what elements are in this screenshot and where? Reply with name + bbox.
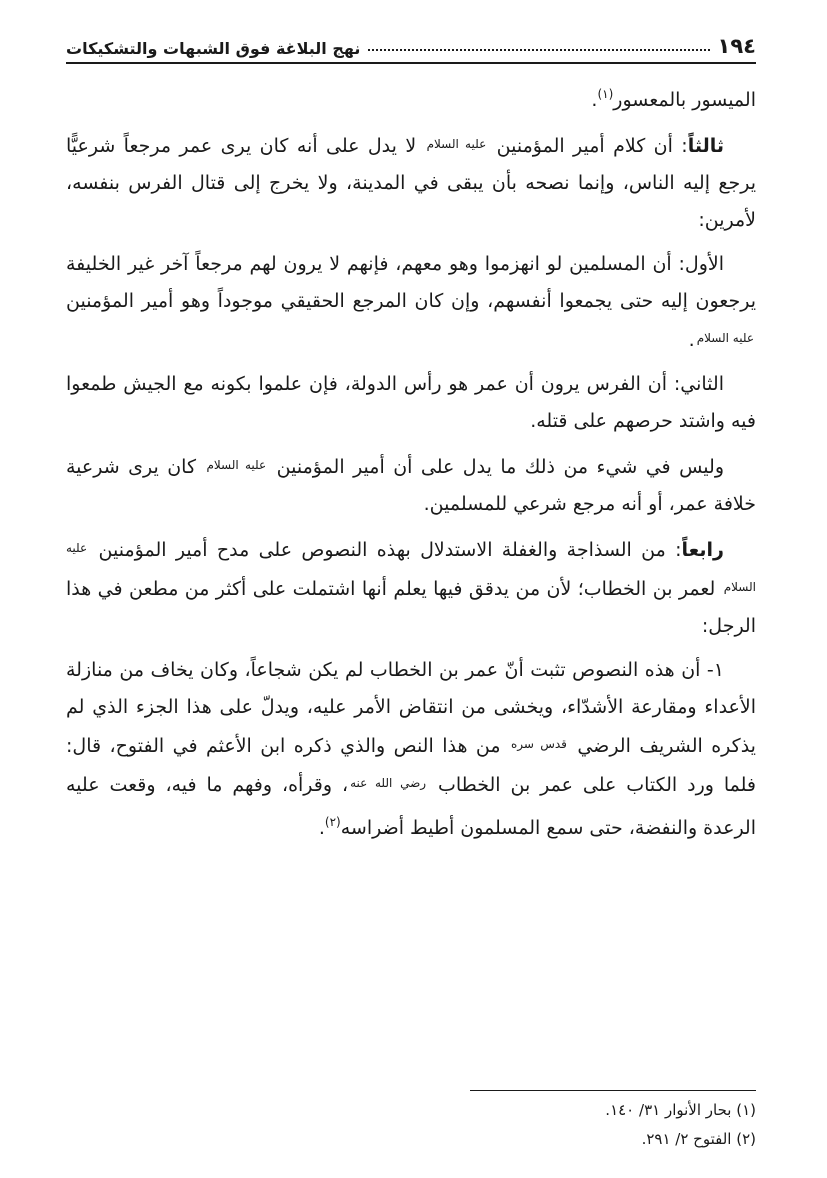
lead-word-thirdly: ثالثاً: [687, 135, 724, 157]
paragraph-text: كان يرى شرعية خلافة عمر، أو أنه مرجع شرعي للمسلمين.: [66, 456, 756, 515]
paragraph-text: لعمر بن الخطاب؛ لأن من يدقق فيها يعلم أنها اشتملت على أكثر من مطعن في هذا الرجل:: [66, 578, 756, 637]
paragraph-text: الثاني: أن الفرس يرون أن عمر هو رأس الدولة، فإن علموا بكونه مع الجيش طمعوا فيه واشتد حرصهم على قتله.: [66, 373, 756, 432]
paragraph-text: وليس في شيء من ذلك ما يدل على أن أمير المؤمنين: [276, 456, 724, 478]
paragraph-6: [66, 530, 756, 645]
paragraph-1: [66, 76, 756, 119]
running-header: [66, 26, 756, 64]
footnote-separator: [470, 1090, 756, 1091]
paragraph-end: .: [591, 89, 598, 111]
paragraph-text: ١- أن هذه النصوص تثبت أنّ عمر بن الخطاب لم يكن شجاعاً، وكان يخاف من منازلة الأعداء ومقارعة الأشدّاء، ويخشى من انتقاض الأمر عليه، ويدلّ على هذا الجزء الذي لم يذكره الشريف الرضي: [66, 659, 756, 757]
page-number: ١٩٤: [717, 34, 756, 58]
paragraph-text: الأول: أن المسلمين لو انهزموا وهو معهم، فإنهم لا يرون لهم مرجعاً آخر غير الخليفة يرجعون إليه حتى يجمعوا أنفسهم، وإن كان المرجع الحقيقي موجوداً وهو أمير المؤمنين: [66, 253, 756, 312]
footnotes: [66, 1096, 756, 1154]
paragraph-text: ، وقرأه، وفهم ما فيه، وقعت عليه الرعدة والنفضة، حتى سمع المسلمون أطيط أضراسه: [66, 774, 756, 839]
paragraph-3: [66, 246, 756, 359]
honorific-glyph: عليه السلام: [696, 331, 754, 345]
book-title: نهج البلاغة فوق الشبهات والتشكيكات: [66, 39, 361, 58]
header-leader-dots: [368, 49, 709, 51]
honorific-glyph: عليه السلام: [426, 137, 487, 151]
paragraph-text: : من السذاجة والغفلة الاستدلال بهذه النصوص على مدح أمير المؤمنين: [98, 539, 682, 561]
paragraph-end: .: [318, 817, 325, 839]
footnote-ref-2: (٢): [324, 815, 341, 829]
paragraph-text: الميسور بالمعسور: [613, 89, 756, 111]
paragraph-5: [66, 447, 756, 523]
paragraph-text: لا يدل على أنه كان يرى عمر مرجعاً شرعيًّا يرجع إليه الناس، وإنما نصحه بأن يبقى في المدينة، ولا يخرج إلى قتال الفرس بنفسه، لأمرين:: [66, 135, 756, 231]
footnote-1: (١) بحار الأنوار ٣١/ ١٤٠.: [605, 1101, 756, 1119]
paragraph-2: [66, 126, 756, 239]
footnote-ref-1: (١): [597, 87, 614, 101]
paragraph-text: : أن كلام أمير المؤمنين: [496, 135, 688, 157]
paragraph-7: [66, 652, 756, 847]
lead-word-fourthly: رابعاً: [681, 539, 724, 561]
book-page: [66, 26, 756, 1156]
paragraph-text: من هذا النص والذي ذكره ابن الأعثم في الفتوح، قال: فلما ورد الكتاب على عمر بن الخطاب: [66, 735, 756, 796]
footnote-2: (٢) الفتوح ٢/ ٢٩١.: [641, 1130, 756, 1148]
body-text: [66, 76, 756, 847]
honorific-glyph: عليه السلام: [206, 458, 267, 472]
honorific-glyph: رضي الله عنه: [350, 776, 427, 790]
honorific-glyph: قدس سره: [511, 737, 567, 751]
honorific-glyph: عليه السلام: [66, 541, 756, 594]
paragraph-4: [66, 366, 756, 440]
paragraph-end: .: [688, 329, 695, 351]
